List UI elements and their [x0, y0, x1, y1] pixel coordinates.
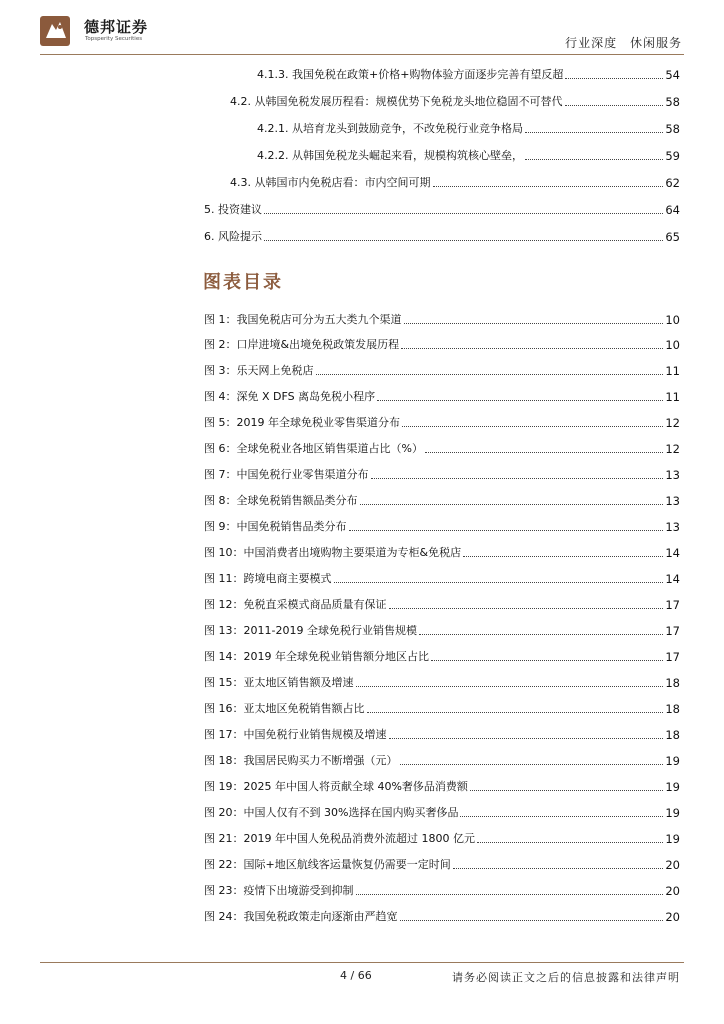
- figure-entry-label: 图 1：我国免税店可分为五大类九个渠道: [204, 313, 402, 326]
- figure-entry-page: 20: [665, 884, 680, 898]
- figure-entry-label: 图 4：深免 X DFS 离岛免税小程序: [204, 390, 376, 403]
- leader-dots: [264, 240, 663, 241]
- toc-entry[interactable]: [230, 93, 680, 109]
- figure-entry-page: 17: [665, 598, 680, 612]
- leader-dots: [402, 426, 663, 427]
- figure-entry-label: 图 2：口岸进境&出境免税政策发展历程: [204, 338, 400, 351]
- figure-entry-label: 图 3：乐天网上免税店: [204, 364, 314, 377]
- leader-dots: [371, 478, 664, 479]
- toc-entry[interactable]: [204, 201, 680, 217]
- figure-entry[interactable]: [204, 804, 680, 820]
- leader-dots: [389, 608, 664, 609]
- report-category: [565, 34, 682, 51]
- toc-entry-page: 59: [665, 149, 680, 163]
- leader-dots: [377, 400, 663, 401]
- page-number: 4 / 66: [340, 969, 372, 982]
- figure-entry[interactable]: [204, 622, 680, 638]
- figure-entry-label: 图 13：2011-2019 全球免税行业销售规模: [204, 624, 417, 637]
- figure-entry-page: 10: [665, 338, 680, 352]
- figure-entry[interactable]: [204, 882, 680, 898]
- legal-disclaimer: 请务必阅读正文之后的信息披露和法律声明: [452, 971, 680, 984]
- figure-entry-page: 20: [665, 910, 680, 924]
- figure-entry[interactable]: [204, 778, 680, 794]
- figure-entry-label: 图 21：2019 年中国人免税品消费外流超过 1800 亿元: [204, 832, 475, 845]
- figure-entry-label: 图 8：全球免税销售额品类分布: [204, 494, 358, 507]
- figure-entry[interactable]: [204, 700, 680, 716]
- figure-entry[interactable]: [204, 362, 680, 378]
- leader-dots: [356, 686, 664, 687]
- figure-entry-label: 图 22：国际+地区航线客运量恢复仍需要一定时间: [204, 858, 451, 871]
- leader-dots: [431, 660, 663, 661]
- figure-entry[interactable]: [204, 414, 680, 430]
- leader-dots: [470, 790, 663, 791]
- figure-entry-page: 18: [665, 676, 680, 690]
- figure-entry-page: 11: [665, 390, 680, 404]
- figure-entry-label: 图 17：中国免税行业销售规模及增速: [204, 728, 387, 741]
- figure-entry-label: 图 6：全球免税业各地区销售渠道占比（%）: [204, 442, 423, 455]
- figure-entry[interactable]: [204, 440, 680, 456]
- header-divider: [40, 54, 684, 55]
- toc-entry[interactable]: [230, 174, 680, 190]
- figure-entry-page: 18: [665, 702, 680, 716]
- figure-entry-page: 19: [665, 832, 680, 846]
- figure-entry-page: 20: [665, 858, 680, 872]
- leader-dots: [360, 504, 664, 505]
- report-sector: 休闲服务: [629, 36, 682, 50]
- figure-entry-page: 14: [665, 572, 680, 586]
- figure-entry-label: 图 19：2025 年中国人将贡献全球 40%奢侈品消费额: [204, 780, 468, 793]
- leader-dots: [356, 894, 664, 895]
- figure-entry-label: 图 18：我国居民购买力不断增强（元）: [204, 754, 398, 767]
- toc-entry[interactable]: [204, 228, 680, 244]
- figure-entry-label: 图 12：免税直采模式商品质量有保证: [204, 598, 387, 611]
- toc-entry-label: 4.2. 从韩国免税发展历程看：规模优势下免税龙头地位稳固不可替代: [230, 95, 563, 108]
- toc-entry-page: 62: [665, 176, 680, 190]
- figure-entry[interactable]: [204, 752, 680, 768]
- figure-entry[interactable]: [204, 726, 680, 742]
- leader-dots: [404, 323, 664, 324]
- figure-entry-page: 11: [665, 364, 680, 378]
- leader-dots: [400, 920, 664, 921]
- figure-entry-label: 图 10：中国消费者出境购物主要渠道为专柜&免税店: [204, 546, 462, 559]
- logo-english-name: Topsperity Securities: [85, 36, 143, 42]
- toc-entry[interactable]: [257, 120, 680, 136]
- figure-entry-label: 图 23：疫情下出境游受到抑制: [204, 884, 354, 897]
- leader-dots: [367, 712, 664, 713]
- toc-entry-label: 4.1.3. 我国免税在政策+价格+购物体验方面逐步完善有望反超: [257, 68, 564, 81]
- figure-entry[interactable]: [204, 466, 680, 482]
- leader-dots: [477, 842, 663, 843]
- figure-entry-page: 12: [665, 442, 680, 456]
- leader-dots: [565, 105, 664, 106]
- toc-entry[interactable]: [257, 147, 680, 163]
- figure-entry[interactable]: [204, 648, 680, 664]
- figure-entry[interactable]: [204, 388, 680, 404]
- leader-dots: [349, 530, 664, 531]
- figure-entry-page: 18: [665, 728, 680, 742]
- toc-entry-label: 4.2.1. 从培育龙头到鼓励竞争，不改免税行业竞争格局: [257, 122, 523, 135]
- page-header: [0, 0, 724, 60]
- toc-entry-page: 65: [665, 230, 680, 244]
- toc-entry-page: 54: [665, 68, 680, 82]
- leader-dots: [433, 186, 664, 187]
- figure-entry-label: 图 14：2019 年全球免税业销售额分地区占比: [204, 650, 429, 663]
- leader-dots: [400, 764, 664, 765]
- leader-dots: [401, 348, 663, 349]
- figure-entry-label: 图 7：中国免税行业零售渠道分布: [204, 468, 369, 481]
- figure-entry-page: 12: [665, 416, 680, 430]
- figure-entry[interactable]: [204, 830, 680, 846]
- figure-entry-label: 图 20：中国人仅有不到 30%选择在国内购买奢侈品: [204, 806, 459, 819]
- figure-entry-page: 19: [665, 754, 680, 768]
- toc-entry-label: 5. 投资建议: [204, 203, 262, 216]
- leader-dots: [334, 582, 664, 583]
- figure-entry-page: 17: [665, 624, 680, 638]
- leader-dots: [389, 738, 664, 739]
- leader-dots: [463, 556, 663, 557]
- leader-dots: [525, 132, 663, 133]
- figure-entry-page: 14: [665, 546, 680, 560]
- figure-entry[interactable]: [204, 492, 680, 508]
- toc-entry-label: 6. 风险提示: [204, 230, 262, 243]
- figure-entry[interactable]: [204, 544, 680, 560]
- figure-entry-label: 图 15：亚太地区销售额及增速: [204, 676, 354, 689]
- footer-divider: [40, 962, 684, 963]
- figure-entry-label: 图 11：跨境电商主要模式: [204, 572, 332, 585]
- logo-chinese-name: 德邦证券: [84, 18, 149, 36]
- figure-entry-page: 17: [665, 650, 680, 664]
- figure-entry-label: 图 9：中国免税销售品类分布: [204, 520, 347, 533]
- logo-icon: [38, 14, 74, 48]
- figure-entry[interactable]: [204, 570, 680, 586]
- leader-dots: [453, 868, 664, 869]
- figure-entry-label: 图 16：亚太地区免税销售额占比: [204, 702, 365, 715]
- figures-index-title: 图表目录: [203, 272, 283, 293]
- toc-entry-label: 4.2.2. 从韩国免税龙头崛起来看，规模构筑核心壁垒，: [257, 149, 523, 162]
- figure-entry[interactable]: [204, 674, 680, 690]
- report-type: 行业深度: [565, 36, 618, 50]
- figure-entry-page: 13: [665, 494, 680, 508]
- toc-entry-page: 64: [665, 203, 680, 217]
- figure-entry-label: 图 24：我国免税政策走向逐渐由严趋宽: [204, 910, 398, 923]
- figure-entry[interactable]: [204, 518, 680, 534]
- figure-entry[interactable]: [204, 311, 680, 327]
- figure-entry[interactable]: [204, 908, 680, 924]
- toc-entry[interactable]: [257, 66, 680, 82]
- figure-entry-page: 13: [665, 468, 680, 482]
- toc-entry-label: 4.3. 从韩国市内免税店看：市内空间可期: [230, 176, 431, 189]
- figure-entry[interactable]: [204, 336, 680, 352]
- figure-entry[interactable]: [204, 596, 680, 612]
- leader-dots: [425, 452, 663, 453]
- figure-entry-page: 19: [665, 780, 680, 794]
- leader-dots: [525, 159, 663, 160]
- leader-dots: [316, 374, 664, 375]
- figure-entry[interactable]: [204, 856, 680, 872]
- figure-entry-page: 13: [665, 520, 680, 534]
- figure-entry-page: 19: [665, 806, 680, 820]
- leader-dots: [565, 78, 663, 79]
- figure-entry-label: 图 5：2019 年全球免税业零售渠道分布: [204, 416, 400, 429]
- leader-dots: [264, 213, 663, 214]
- figure-entry-page: 10: [665, 313, 680, 327]
- leader-dots: [419, 634, 663, 635]
- leader-dots: [460, 816, 663, 817]
- toc-entry-page: 58: [665, 122, 680, 136]
- toc-entry-page: 58: [665, 95, 680, 109]
- company-logo: [38, 14, 178, 48]
